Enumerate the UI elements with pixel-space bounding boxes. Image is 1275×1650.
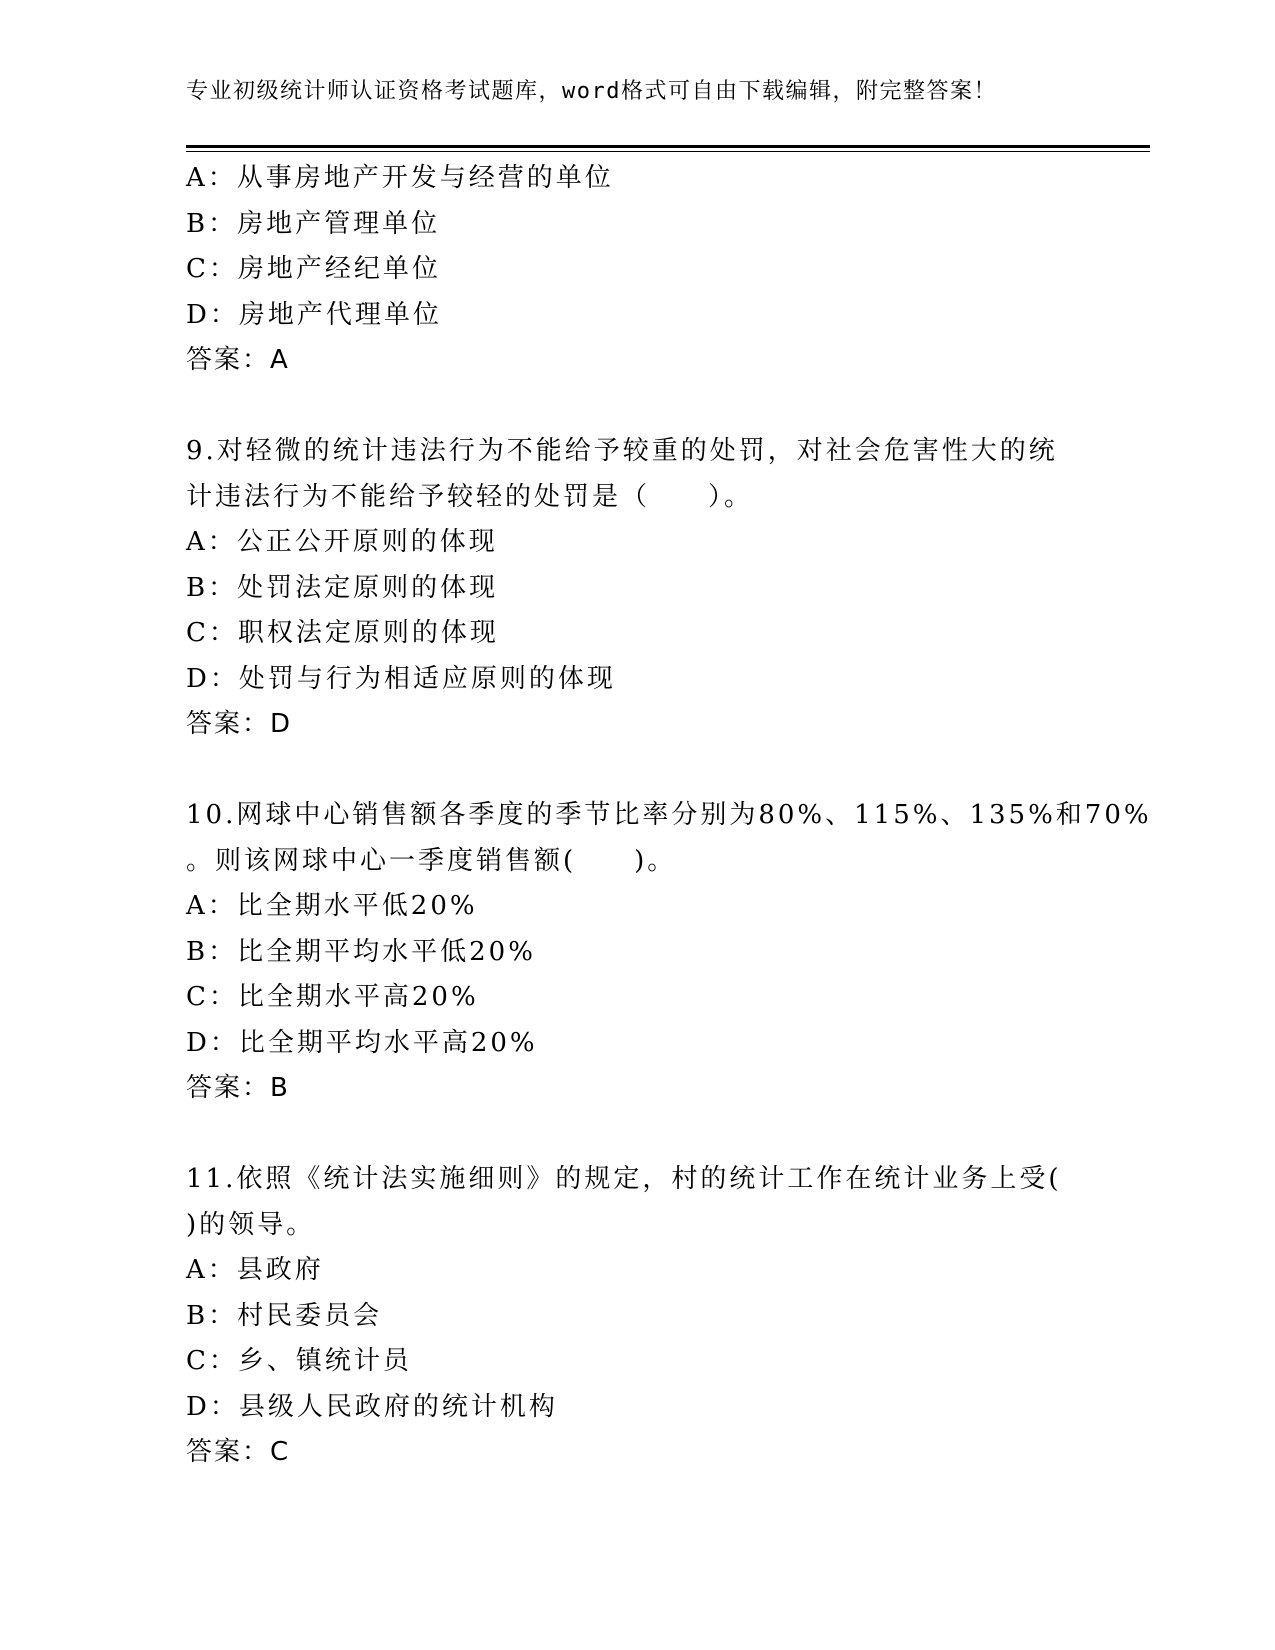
option-c: C：职权法定原则的体现: [186, 618, 499, 648]
spacer: [186, 384, 1086, 430]
option-b: B：处罚法定原则的体现: [186, 572, 499, 603]
question-text-line: )的领导。: [186, 1209, 316, 1240]
question-8: [186, 156, 1086, 384]
option-d: D：房地产代理单位: [186, 299, 442, 330]
option-c: C：比全期水平高20%: [186, 982, 479, 1012]
question-11: [186, 1157, 1086, 1476]
answer: 答案：D: [186, 709, 293, 739]
question-text-line: 9.对轻微的统计违法行为不能给予较重的处罚，对社会危害性大的统: [186, 436, 1058, 466]
option-a: A：比全期水平低20%: [186, 891, 478, 921]
question-10: [186, 793, 1152, 1112]
option-d: D：县级人民政府的统计机构: [186, 1391, 558, 1422]
answer: 答案：C: [186, 1437, 291, 1467]
spacer: [186, 748, 1086, 794]
question-text-line: 11.依照《统计法实施细则》的规定，村的统计工作在统计业务上受(: [186, 1164, 1062, 1194]
option-d: D：比全期平均水平高20%: [186, 1027, 538, 1058]
header-rule-thick: [186, 145, 1150, 148]
option-c: C：房地产经纪单位: [186, 254, 441, 284]
option-b: B：比全期平均水平低20%: [186, 936, 536, 967]
option-b: B：村民委员会: [186, 1300, 383, 1331]
answer: 答案：A: [186, 345, 290, 375]
question-list: [186, 156, 1152, 1476]
option-a: A：县政府: [186, 1255, 324, 1285]
question-9: [186, 429, 1086, 748]
answer: 答案：B: [186, 1073, 290, 1103]
option-a: A：从事房地产开发与经营的单位: [186, 163, 614, 193]
question-text-line: 。则该网球中心一季度销售额( )。: [186, 845, 677, 876]
option-a: A：公正公开原则的体现: [186, 527, 498, 557]
question-text-line: 10.网球中心销售额各季度的季节比率分别为80%、115%、135%和70%: [186, 800, 1152, 830]
option-c: C：乡、镇统计员: [186, 1346, 412, 1376]
page-header: 专业初级统计师认证资格考试题库，word格式可自由下载编辑，附完整答案！: [186, 79, 997, 104]
question-text-line: 计违法行为不能给予较轻的处罚是（ ）。: [186, 481, 754, 512]
header-rule-thin: [186, 151, 1150, 152]
option-d: D：处罚与行为相适应原则的体现: [186, 663, 616, 694]
option-b: B：房地产管理单位: [186, 208, 441, 239]
spacer: [186, 1112, 1086, 1158]
